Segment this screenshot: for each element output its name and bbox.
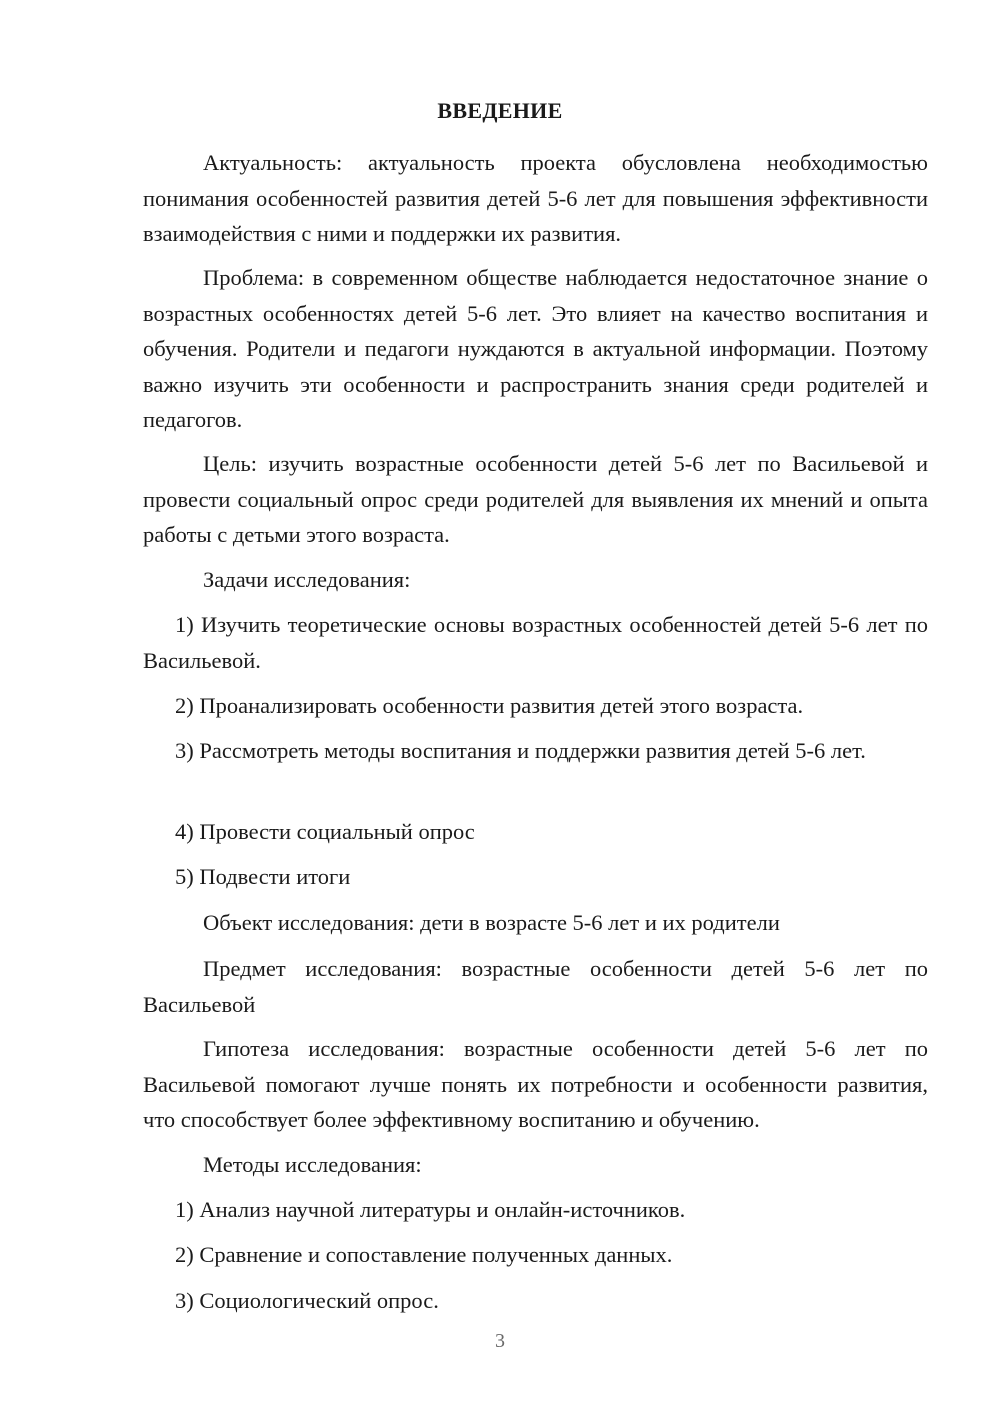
relevance-paragraph: Актуальность: актуальность проекта обусловлена необходимостью понимания особенностей развития детей 5-6 лет для повышения эффективности взаимодействия с ними и поддержки их развития. bbox=[143, 150, 928, 246]
methods-heading: Методы исследования: bbox=[203, 1152, 422, 1177]
method-item-1: 1) Анализ научной литературы и онлайн-источников. bbox=[175, 1197, 686, 1222]
tasks-heading: Задачи исследования: bbox=[203, 567, 411, 592]
subject-paragraph: Предмет исследования: возрастные особенности детей 5-6 лет по Васильевой bbox=[143, 956, 928, 1017]
method-item-2: 2) Сравнение и сопоставление полученных данных. bbox=[175, 1242, 673, 1267]
task-item-1: 1) Изучить теоретические основы возрастных особенностей детей 5-6 лет по Васильевой. bbox=[143, 612, 928, 673]
problem-paragraph: Проблема: в современном обществе наблюдается недостаточное знание о возрастных особенностях детей 5-6 лет. Это влияет на качество воспитания и обучения. Родители и педагоги нуждаются в актуальной информации. Поэтому важно изучить эти особенности и распространить знания среди родителей и педагогов. bbox=[143, 265, 928, 432]
hypothesis-paragraph: Гипотеза исследования: возрастные особенности детей 5-6 лет по Васильевой помогают лучше понять их потребности и особенности развития, что способствует более эффективному воспитанию и обучению. bbox=[143, 1036, 928, 1132]
task-item-2: 2) Проанализировать особенности развития детей этого возраста. bbox=[175, 693, 804, 718]
task-item-5: 5) Подвести итоги bbox=[175, 864, 351, 889]
section-title: ВВЕДЕНИЕ bbox=[437, 98, 563, 123]
task-item-4: 4) Провести социальный опрос bbox=[175, 819, 475, 844]
page-number: 3 bbox=[495, 1330, 505, 1352]
method-item-3: 3) Социологический опрос. bbox=[175, 1288, 439, 1313]
goal-paragraph: Цель: изучить возрастные особенности детей 5-6 лет по Васильевой и провести социальный опрос среди родителей для выявления их мнений и опыта работы с детьми этого возраста. bbox=[143, 451, 928, 547]
task-item-3: 3) Рассмотреть методы воспитания и поддержки развития детей 5-6 лет. bbox=[175, 738, 866, 763]
object-paragraph: Объект исследования: дети в возрасте 5-6 лет и их родители bbox=[203, 910, 780, 935]
